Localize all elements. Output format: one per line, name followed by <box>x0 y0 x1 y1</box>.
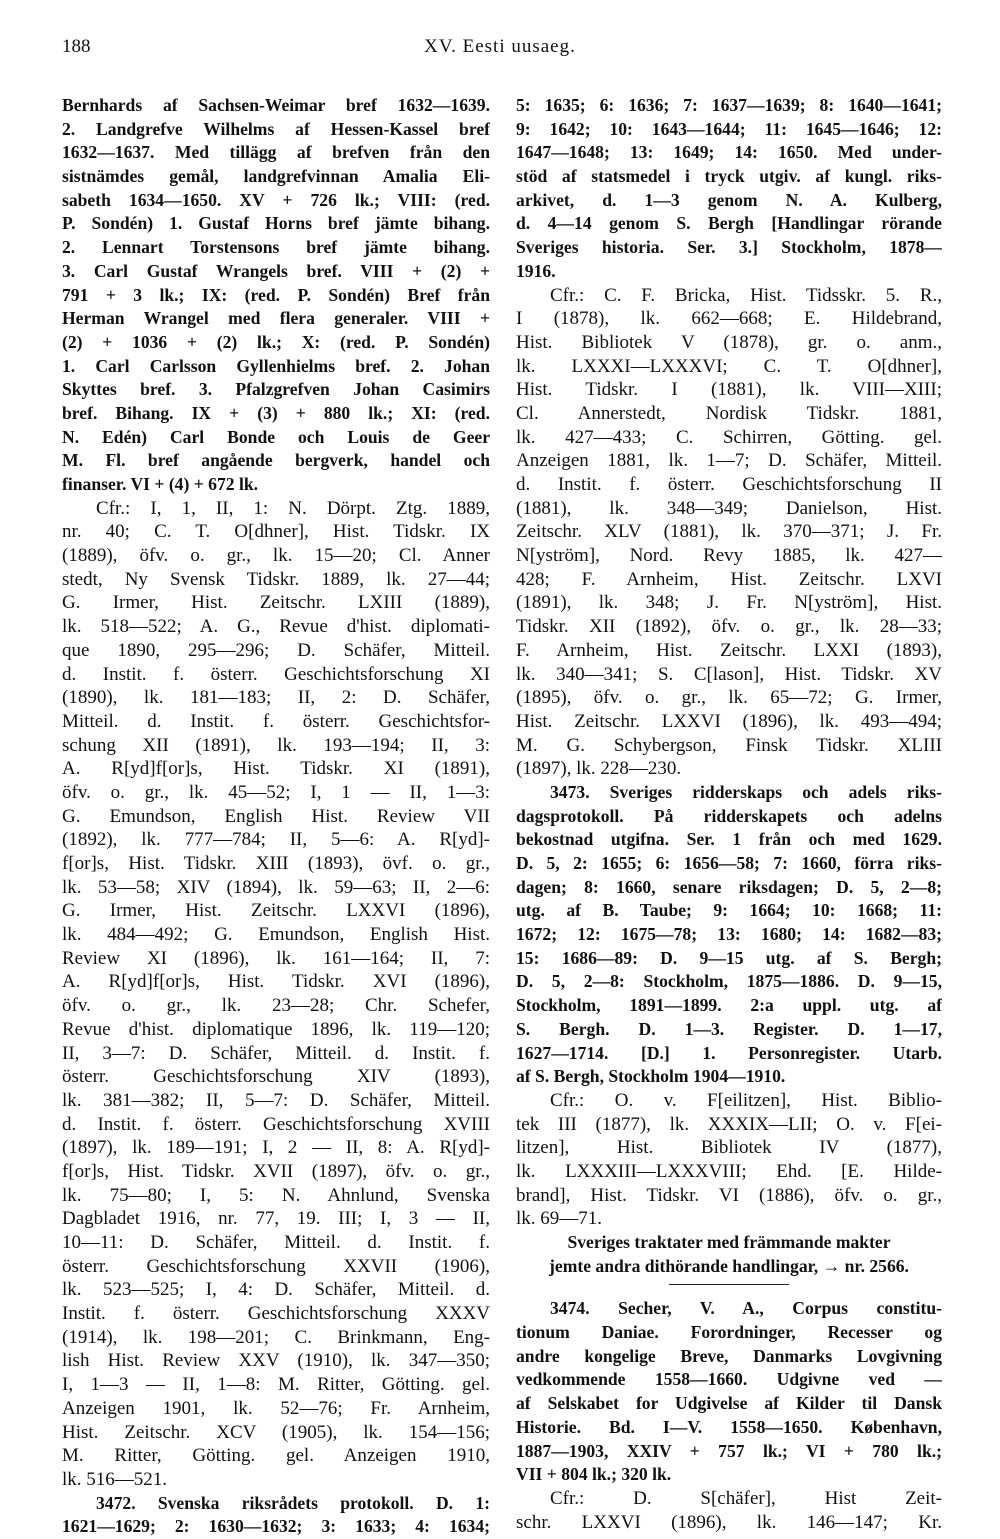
text-line: N. Edén) Carl Bonde och Louis de Geer <box>62 426 490 447</box>
text-line: (1891), lk. 348; J. Fr. N[yström], Hist. <box>516 592 942 614</box>
text-line: Review XI (1896), lk. 161—164; II, 7: <box>62 947 490 969</box>
text-line: G. Emundson, English Hist. Review VII <box>62 805 490 827</box>
text-line: 1632—1637. Med tillägg af brefven från den <box>62 142 490 163</box>
text-line: 2. Landgrefve Wilhelms af Hessen-Kassel bref <box>62 118 490 139</box>
text-line: Historie. Bd. I—V. 1558—1650. København, <box>516 1416 942 1437</box>
text-line: nr. 40; C. T. O[dhner], Hist. Tidskr. IX <box>62 521 490 543</box>
text-line: (1897), lk. 228—230. <box>516 758 682 780</box>
text-line: 1887—1903, XXIV + 757 lk.; VI + 780 lk.; <box>516 1440 942 1461</box>
section-divider <box>669 1284 789 1285</box>
text-line: Revue d'hist. diplomatique 1896, lk. 119—120; <box>62 1018 490 1040</box>
text-line: Cfr.: O. v. F[eilitzen], Hist. Biblio- <box>550 1089 942 1111</box>
text-line: Dagbladet 1916, nr. 77, 19. III; I, 3 — II, <box>62 1208 490 1230</box>
text-line: (2) + 1036 + (2) lk.; X: (red. P. Sondén) <box>62 331 490 352</box>
text-line: I (1878), lk. 662—668; E. Hildebrand, <box>516 308 942 330</box>
text-line: jemte andra dithörande handlingar, → nr. 2566. <box>549 1255 909 1276</box>
text-line: tionum Daniae. Forordninger, Recesser og <box>516 1322 942 1343</box>
text-line: af S. Bergh, Stockholm 1904—1910. <box>516 1066 786 1087</box>
text-line: Zeitschr. XLV (1881), lk. 370—371; J. Fr. <box>516 521 942 543</box>
text-line: (1895), öfv. o. gr., lk. 65—72; G. Irmer, <box>516 687 942 709</box>
text-line: tek III (1877), lk. XXXIX—LII; O. v. F[ei- <box>516 1113 942 1135</box>
text-line: d. 4—14 genom S. Bergh [Handlingar rörande <box>516 213 942 234</box>
text-line: N[yström], Nord. Revy 1885, lk. 427— <box>516 545 942 567</box>
text-line: österr. Geschichtsforschung XXVII (1906), <box>62 1255 490 1277</box>
text-line: öfv. o. gr., lk. 23—28; Chr. Schefer, <box>62 995 490 1017</box>
text-line: (1914), lk. 198—201; C. Brinkmann, Eng- <box>62 1326 490 1348</box>
text-line: bekostnad utgifna. Ser. 1 från och med 1629. <box>516 829 942 850</box>
text-line: D. 5, 2—8: Stockholm, 1875—1886. D. 9—15, <box>516 971 942 992</box>
text-line: Cfr.: D. S[chäfer], Hist Zeit- <box>550 1487 942 1509</box>
text-line: (1897), lk. 189—191; I, 2 — II, 8: A. R[yd]- <box>62 1137 490 1159</box>
text-line: schung XII (1891), lk. 193—194; II, 3: <box>62 734 490 756</box>
text-line: 3473. Sveriges ridderskaps och adels riks- <box>550 781 942 802</box>
text-line: Anzeigen 1881, lk. 1—7; D. Schäfer, Mitteil. <box>516 450 942 472</box>
text-line: brand], Hist. Tidskr. VI (1886), öfv. o. gr., <box>516 1184 942 1206</box>
text-line: (1881), lk. 348—349; Danielson, Hist. <box>516 497 942 519</box>
text-line: que 1890, 295—296; D. Schäfer, Mitteil. <box>62 639 490 661</box>
text-line: M. G. Schybergson, Finsk Tidskr. XLIII <box>516 734 942 756</box>
left-column <box>62 94 490 1539</box>
text-line: lk. 518—522; A. G., Revue d'hist. diplomati- <box>62 616 490 638</box>
page-header <box>62 36 938 66</box>
text-line: M. Ritter, Götting. gel. Anzeigen 1910, <box>62 1445 490 1467</box>
text-line: 1627—1714. [D.] 1. Personregister. Utarb. <box>516 1042 942 1063</box>
text-line: 9: 1642; 10: 1643—1644; 11: 1645—1646; 12: <box>516 118 942 139</box>
text-line: 3474. Secher, V. A., Corpus constitu- <box>550 1298 942 1319</box>
text-line: 791 + 3 lk.; IX: (red. P. Sondén) Bref från <box>62 284 490 305</box>
page-number: 188 <box>62 36 91 57</box>
text-line: M. Fl. bref angående bergverk, handel och <box>62 450 490 471</box>
text-line: dagen; 8: 1660, senare riksdagen; D. 5, 2—8; <box>516 876 942 897</box>
text-line: (1889), öfv. o. gr., lk. 15—20; Cl. Anner <box>62 545 490 567</box>
text-line: f[or]s, Hist. Tidskr. XIII (1893), övf. o. gr., <box>62 853 490 874</box>
text-line: Herman Wrangel med flera generaler. VIII + <box>62 308 490 329</box>
text-line: Cfr.: C. F. Bricka, Hist. Tidsskr. 5. R., <box>550 284 942 306</box>
text-line: lk. 516—521. <box>62 1468 168 1490</box>
text-line: 15: 1686—89: D. 9—15 utg. af S. Bergh; <box>516 947 942 968</box>
text-line: Hist. Bibliotek V (1878), gr. o. anm., <box>516 331 942 353</box>
text-line: 3. Carl Gustaf Wrangels bref. VIII + (2) + <box>62 260 490 281</box>
text-line: II, 3—7: D. Schäfer, Mitteil. d. Instit. f. <box>62 1042 490 1064</box>
text-line: Sveriges historia. Ser. 3.] Stockholm, 1878— <box>516 237 942 258</box>
text-line: vedkommende 1558—1660. Udgivne ved — <box>516 1369 942 1390</box>
text-line: öfv. o. gr., lk. 45—52; I, 1 — II, 1—3: <box>62 781 490 803</box>
text-line: Cfr.: I, 1, II, 1: N. Dörpt. Ztg. 1889, <box>96 497 490 519</box>
text-line: Bernhards af Sachsen-Weimar bref 1632—1639. <box>62 95 490 115</box>
text-line: VII + 804 lk.; 320 lk. <box>516 1464 672 1485</box>
text-line: 1916. <box>516 260 556 281</box>
text-line: lish Hist. Review XXV (1910), lk. 347—350; <box>62 1350 490 1372</box>
text-line: bref. Bihang. IX + (3) + 880 lk.; XI: (red. <box>62 402 490 423</box>
text-line: G. Irmer, Hist. Zeitschr. LXIII (1889), <box>62 592 490 614</box>
text-line: finanser. VI + (4) + 672 lk. <box>62 474 259 494</box>
text-line: utg. af B. Taube; 9: 1664; 10: 1668; 11: <box>516 900 942 921</box>
text-line: 5: 1635; 6: 1636; 7: 1637—1639; 8: 1640—1641; <box>516 95 942 115</box>
text-line: 1647—1648; 13: 1649; 14: 1650. Med under- <box>516 142 942 163</box>
text-line: lk. LXXXI—LXXXVI; C. T. O[dhner], <box>516 355 942 377</box>
text-line: Skyttes bref. 3. Pfalzgrefven Johan Casimirs <box>62 379 490 400</box>
text-line: af Selskabet for Udgivelse af Kilder til Dansk <box>516 1393 942 1414</box>
text-line: arkivet, d. 1—3 genom N. A. Kulberg, <box>516 189 942 210</box>
text-line: f[or]s, Hist. Tidskr. XVII (1897), öfv. o. gr., <box>62 1160 490 1182</box>
text-line: A. R[yd]f[or]s, Hist. Tidskr. XVI (1896), <box>62 971 490 993</box>
text-line: österr. Geschichtsforschung XIV (1893), <box>62 1066 490 1088</box>
text-line: I, 1—3 — II, 1—8: M. Ritter, Götting. gel. <box>62 1374 490 1396</box>
text-line: 1. Carl Carlsson Gyllenhielms bref. 2. Johan <box>62 355 490 376</box>
text-line: lk. 484—492; G. Emundson, English Hist. <box>62 924 490 946</box>
text-line: d. Instit. f. österr. Geschichtsforschung II <box>516 474 942 495</box>
text-line: Stockholm, 1891—1899. 2:a uppl. utg. af <box>516 995 942 1016</box>
text-line: Anzeigen 1901, lk. 52—76; Fr. Arnheim, <box>62 1397 490 1419</box>
text-line: lk. 427—433; C. Schirren, Götting. gel. <box>516 426 942 448</box>
text-line: lk. LXXXIII—LXXXVIII; Ehd. [E. Hilde- <box>516 1160 942 1182</box>
text-line: d. Instit. f. österr. Geschichtsforschung XI <box>62 663 490 685</box>
text-line: lk. 75—80; I, 5: N. Ahnlund, Svenska <box>62 1184 490 1206</box>
text-line: lk. 69—71. <box>516 1208 603 1230</box>
running-head: XV. Eesti uusaeg. <box>424 36 576 57</box>
text-line: lk. 53—58; XIV (1894), lk. 59—63; II, 2—6: <box>62 876 490 898</box>
text-line: A. R[yd]f[or]s, Hist. Tidskr. XI (1891), <box>62 758 490 780</box>
text-line: Tidskr. XII (1892), öfv. o. gr., lk. 28—33; <box>516 616 942 638</box>
text-line: d. Instit. f. österr. Geschichtsforschung XVIII <box>62 1113 490 1135</box>
text-line: 428; F. Arnheim, Hist. Zeitschr. LXVI <box>516 568 942 590</box>
text-line: andre kongelige Breve, Danmarks Lovgivning <box>516 1345 942 1366</box>
text-line: (1892), lk. 777—784; II, 5—6: A. R[yd]- <box>62 829 490 851</box>
text-line: lk. 381—382; II, 5—7: D. Schäfer, Mitteil. <box>62 1089 490 1111</box>
text-line: sabeth 1634—1650. XV + 726 lk.; VIII: (red. <box>62 189 490 210</box>
text-line: stedt, Ny Svensk Tidskr. 1889, lk. 27—44; <box>62 568 490 590</box>
text-line: Hist. Zeitschr. XCV (1905), lk. 154—156; <box>62 1421 490 1443</box>
text-line: 1621—1629; 2: 1630—1632; 3: 1633; 4: 1634; <box>62 1516 490 1537</box>
text-line: S. Bergh. D. 1—3. Register. D. 1—17, <box>516 1018 942 1039</box>
text-line: Cl. Annerstedt, Nordisk Tidskr. 1881, <box>516 402 942 424</box>
text-line: 3472. Svenska riksrådets protokoll. D. 1: <box>96 1492 490 1513</box>
text-line: dagsprotokoll. På ridderskapets och adelns <box>516 805 942 826</box>
text-line: 1672; 12: 1675—78; 13: 1680; 14: 1682—83; <box>516 924 942 945</box>
text-line: lk. 340—341; S. C[lason], Hist. Tidskr. XV <box>516 663 942 685</box>
text-line: schr. LXXVI (1896), lk. 146—147; Kr. <box>516 1511 942 1533</box>
text-line: litzen], Hist. Bibliotek IV (1877), <box>516 1137 942 1159</box>
text-line: stöd af statsmedel i tryck utgiv. af kungl. riks- <box>516 166 942 187</box>
text-line: Instit. f. österr. Geschichtsforschung XXXV <box>62 1303 490 1325</box>
text-line: Hist. Tidskr. I (1881), lk. VIII—XIII; <box>516 379 942 401</box>
text-line: 10—11: D. Schäfer, Mitteil. d. Instit. f. <box>62 1232 490 1253</box>
text-line: P. Sondén) 1. Gustaf Horns bref jämte bihang. <box>62 213 490 234</box>
text-line: G. Irmer, Hist. Zeitschr. LXXVI (1896), <box>62 900 490 922</box>
text-line: (1890), lk. 181—183; II, 2: D. Schäfer, <box>62 687 490 709</box>
text-line: lk. 523—525; I, 4: D. Schäfer, Mitteil. d. <box>62 1279 490 1301</box>
text-line: sistnämdes gemål, landgrefvinnan Amalia Eli- <box>62 166 490 187</box>
text-line: Mitteil. d. Instit. f. österr. Geschichtsfor- <box>62 710 490 732</box>
right-column <box>516 94 942 1534</box>
text-line: Sveriges traktater med främmande makter <box>567 1232 891 1252</box>
text-line: 2. Lennart Torstensons bref jämte bihang. <box>62 237 490 258</box>
text-line: F. Arnheim, Hist. Zeitschr. LXXI (1893), <box>516 639 942 661</box>
text-line: Hist. Zeitschr. LXXVI (1896), lk. 493—494; <box>516 710 942 732</box>
text-line: D. 5, 2: 1655; 6: 1656—58; 7: 1660, förra riks- <box>516 853 942 873</box>
